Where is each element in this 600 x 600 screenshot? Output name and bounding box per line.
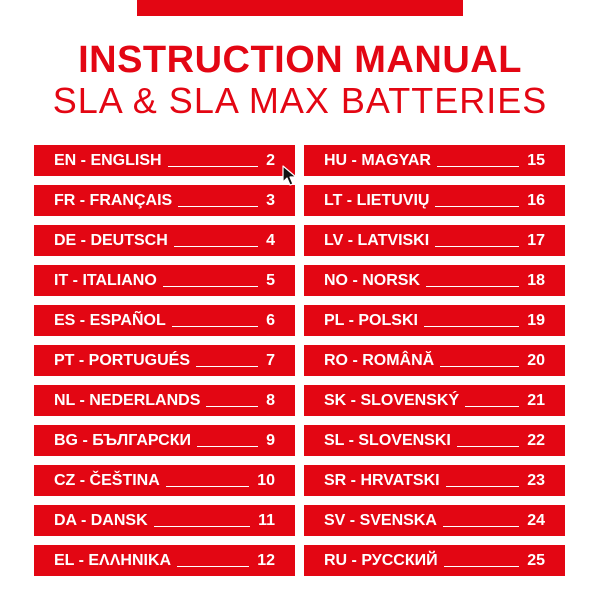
mouse-pointer-icon — [282, 165, 300, 187]
language-link-es[interactable] — [34, 305, 295, 336]
leader-line — [440, 366, 519, 367]
leader-line — [465, 406, 519, 407]
language-label: IT - ITALIANO — [54, 271, 157, 289]
leader-line — [206, 406, 258, 407]
language-link-pl[interactable] — [304, 305, 565, 336]
language-label: SR - HRVATSKI — [324, 471, 440, 489]
language-link-en[interactable] — [34, 145, 295, 176]
page-number: 20 — [527, 351, 545, 369]
language-link-ru[interactable] — [304, 545, 565, 576]
page-number: 4 — [266, 231, 275, 249]
leader-line — [426, 286, 519, 287]
leader-line — [444, 566, 520, 567]
language-link-sk[interactable] — [304, 385, 565, 416]
language-link-hu[interactable] — [304, 145, 565, 176]
leader-line — [154, 526, 250, 527]
page-number: 15 — [527, 151, 545, 169]
language-link-it[interactable] — [34, 265, 295, 296]
language-label: CZ - ČEŠTINA — [54, 471, 160, 489]
language-link-lt[interactable] — [304, 185, 565, 216]
page-number: 11 — [258, 511, 275, 529]
language-label: LT - LIETUVIŲ — [324, 191, 430, 209]
leader-line — [446, 486, 520, 487]
language-label: DA - DANSK — [54, 511, 148, 529]
language-label: HU - MAGYAR — [324, 151, 431, 169]
page-number: 8 — [266, 391, 275, 409]
leader-line — [197, 446, 258, 447]
language-link-cz[interactable] — [34, 465, 295, 496]
language-label: BG - БЪЛГАРСКИ — [54, 431, 191, 449]
language-label: RO - ROMÂNĂ — [324, 351, 435, 369]
language-label: EN - ENGLISH — [54, 151, 162, 169]
leader-line — [435, 246, 519, 247]
leader-line — [172, 326, 258, 327]
language-label: ES - ESPAÑOL — [54, 311, 166, 329]
page-number: 23 — [527, 471, 545, 489]
page-number: 24 — [527, 511, 545, 529]
language-label: SL - SLOVENSKI — [324, 431, 451, 449]
language-label: SK - SLOVENSKÝ — [324, 391, 460, 409]
language-link-ro[interactable] — [304, 345, 565, 376]
language-link-sr[interactable] — [304, 465, 565, 496]
language-label: NL - NEDERLANDS — [54, 391, 201, 409]
page-number: 7 — [266, 351, 275, 369]
leader-line — [435, 206, 519, 207]
leader-line — [168, 166, 259, 167]
language-link-nl[interactable] — [34, 385, 295, 416]
page-number: 16 — [527, 191, 545, 209]
leader-line — [424, 326, 519, 327]
leader-line — [196, 366, 258, 367]
page-number: 2 — [266, 151, 275, 169]
leader-line — [166, 486, 249, 487]
page-number: 18 — [527, 271, 545, 289]
language-label: PT - PORTUGUÉS — [54, 351, 191, 369]
page-number: 25 — [527, 551, 545, 569]
page-number: 19 — [527, 311, 545, 329]
language-link-sv[interactable] — [304, 505, 565, 536]
page-number: 6 — [266, 311, 275, 329]
leader-line — [163, 286, 258, 287]
page-number: 12 — [257, 551, 275, 569]
language-label: EL - ΕΛΛΗΝΙΚΑ — [54, 551, 172, 569]
page-number: 21 — [527, 391, 545, 409]
language-link-sl[interactable] — [304, 425, 565, 456]
language-label: RU - РУССКИЙ — [324, 551, 438, 569]
page-title: INSTRUCTION MANUAL — [78, 39, 522, 81]
leader-line — [178, 206, 258, 207]
language-link-de[interactable] — [34, 225, 295, 256]
leader-line — [174, 246, 258, 247]
language-link-da[interactable] — [34, 505, 295, 536]
page-number: 9 — [266, 431, 275, 449]
page-number: 3 — [266, 191, 275, 209]
page-number: 17 — [527, 231, 545, 249]
language-link-lv[interactable] — [304, 225, 565, 256]
language-link-no[interactable] — [304, 265, 565, 296]
language-label: PL - POLSKI — [324, 311, 418, 329]
language-label: SV - SVENSKA — [324, 511, 437, 529]
leader-line — [443, 526, 519, 527]
language-index — [34, 145, 565, 576]
top-banner-bar — [137, 0, 463, 16]
language-label: LV - LATVISKI — [324, 231, 430, 249]
language-label: NO - NORSK — [324, 271, 420, 289]
language-label: DE - DEUTSCH — [54, 231, 168, 249]
page-subtitle: SLA & SLA MAX BATTERIES — [52, 80, 548, 121]
language-link-pt[interactable] — [34, 345, 295, 376]
leader-line — [457, 446, 519, 447]
leader-line — [177, 566, 249, 567]
language-link-fr[interactable] — [34, 185, 295, 216]
language-label: FR - FRANÇAIS — [54, 191, 173, 209]
page-number: 10 — [257, 471, 275, 489]
leader-line — [437, 166, 519, 167]
language-link-el[interactable] — [34, 545, 295, 576]
language-link-bg[interactable] — [34, 425, 295, 456]
page-number: 22 — [527, 431, 545, 449]
page-number: 5 — [266, 271, 275, 289]
